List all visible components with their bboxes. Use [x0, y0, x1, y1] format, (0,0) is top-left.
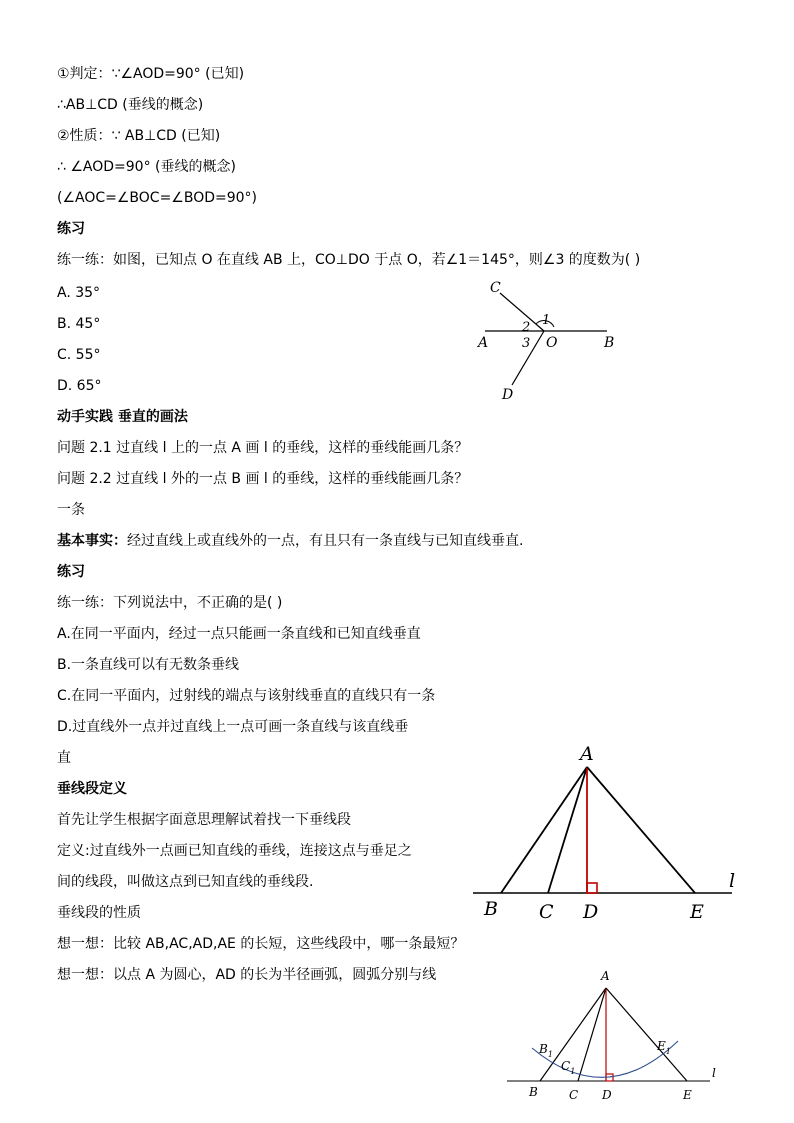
segment-ab — [501, 767, 587, 893]
think-2: 想一想：以点 A 为圆心，AD 的长为半径画弧，圆弧分别与线 — [57, 967, 437, 983]
line-property: ②性质：∵ AB⊥CD (已知) — [57, 128, 221, 144]
think-1: 想一想：比较 AB,AC,AD,AE 的长短，这些线段中，哪一条最短？ — [57, 936, 465, 952]
label-b: B — [604, 335, 615, 351]
label-a: A — [478, 335, 489, 351]
segment-ac — [578, 988, 606, 1081]
label-l: l — [729, 870, 736, 892]
label-e: E — [683, 1088, 692, 1102]
segment-ae — [587, 767, 695, 893]
line-conclusion-1: ∴AB⊥CD (垂线的概念) — [57, 97, 204, 113]
label-a: A — [580, 743, 594, 765]
label-c: C — [490, 280, 501, 296]
label-angle-1: 1 — [542, 313, 551, 328]
label-c: C — [569, 1088, 579, 1102]
basic-fact-text: 经过直线上或直线外的一点，有且只有一条直线与已知直线垂直. — [127, 533, 524, 549]
label-l: l — [712, 1066, 716, 1080]
figure-angles — [470, 275, 630, 405]
label-b1: $B_1$ — [539, 1042, 553, 1059]
label-c: C — [539, 901, 554, 923]
segment-intro: 首先让学生根据字面意思理解试着找一下垂线段 — [57, 812, 351, 828]
segment-property-heading: 垂线段的性质 — [57, 905, 141, 921]
problem-2-2: 问题 2.2 过直线 l 外的一点 B 画 l 的垂线，这样的垂线能画几条？ — [57, 471, 469, 487]
problem-2-1: 问题 2.1 过直线 l 上的一点 A 画 l 的垂线，这样的垂线能画几条？ — [57, 440, 469, 456]
heading-perpendicular-segment: 垂线段定义 — [57, 781, 127, 797]
segment-ac — [548, 767, 587, 893]
label-b: B — [529, 1085, 538, 1099]
answer-one: 一条 — [57, 502, 85, 518]
option-d: D. 65° — [57, 378, 102, 394]
heading-practice-1: 练习 — [57, 221, 85, 237]
question-2-option-b: B.一条直线可以有无数条垂线 — [57, 657, 240, 673]
label-b: B — [484, 898, 498, 920]
line-judge: ①判定：∵∠AOD=90° (已知) — [57, 66, 245, 82]
question-2-option-a: A.在同一平面内，经过一点只能画一条直线和已知直线垂直 — [57, 626, 421, 642]
question-2-option-d-cont: 直 — [57, 750, 71, 766]
segment-ae — [606, 988, 687, 1081]
label-e1: $E_1$ — [657, 1039, 671, 1056]
basic-fact-label: 基本事实： — [57, 533, 127, 549]
basic-fact — [57, 531, 523, 551]
figure-perpendicular-segment — [470, 738, 750, 928]
line-conclusion-2: ∴ ∠AOD=90° (垂线的概念) — [57, 159, 236, 175]
line-angles: (∠AOC=∠BOC=∠BOD=90°) — [57, 190, 258, 206]
heading-practice-2: 练习 — [57, 564, 85, 580]
question-2-option-d: D.过直线外一点并过直线上一点可画一条直线与该直线垂 — [57, 719, 409, 735]
question-2-option-c: C.在同一平面内，过射线的端点与该射线垂直的直线只有一条 — [57, 688, 436, 704]
question-1: 练一练：如图，已知点 O 在直线 AB 上，CO⊥DO 于点 O，若∠1＝145°，则∠3 的度数为( ) — [57, 252, 641, 268]
segment-definition: 定义:过直线外一点画已知直线的垂线，连接这点与垂足之 — [57, 843, 412, 859]
option-c: C. 55° — [57, 347, 101, 363]
label-a: A — [601, 969, 610, 983]
heading-hands-on: 动手实践 垂直的画法 — [57, 409, 188, 425]
question-2: 练一练：下列说法中，不正确的是( ) — [57, 595, 283, 611]
figure-arc-construction — [500, 965, 730, 1105]
label-d: D — [602, 1088, 612, 1102]
option-b: B. 45° — [57, 316, 101, 332]
label-d: D — [502, 387, 514, 403]
label-angle-3: 3 — [522, 336, 531, 351]
label-d: D — [583, 901, 599, 923]
option-a: A. 35° — [57, 285, 101, 301]
segment-definition-cont: 间的线段，叫做这点到已知直线的垂线段. — [57, 874, 314, 890]
label-o: O — [546, 335, 558, 351]
label-c1: $C_1$ — [561, 1059, 576, 1076]
label-e: E — [690, 901, 704, 923]
label-angle-2: 2 — [522, 320, 531, 335]
right-angle-mark — [587, 883, 597, 893]
